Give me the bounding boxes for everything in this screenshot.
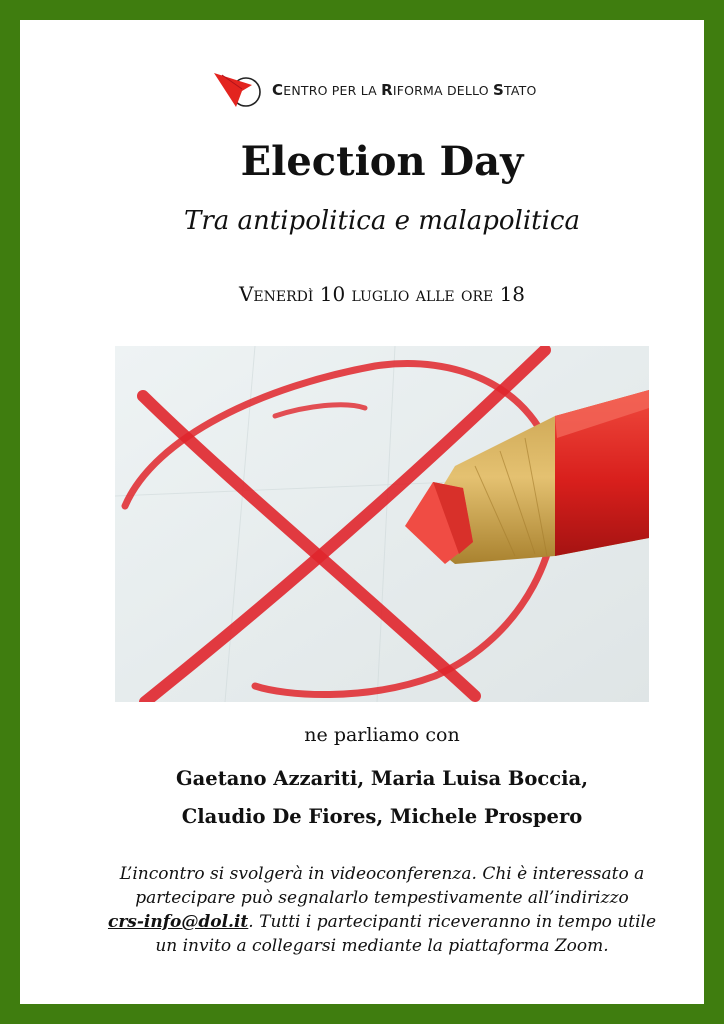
speakers-line-1: Gaetano Azzariti, Maria Luisa Boccia,	[176, 767, 588, 790]
event-photo	[115, 346, 649, 702]
ballot-mark-logo-icon	[212, 67, 266, 113]
event-title: Election Day	[240, 138, 524, 185]
red-pencil-ballot-cross-image	[115, 346, 649, 702]
info-line-2: partecipare può segnalarlo tempestivamente all’indirizzo	[135, 888, 629, 908]
info-line-3: crs-info@dol.it. Tutti i partecipanti riceveranno in tempo utile	[107, 912, 657, 932]
organization-logo	[212, 66, 552, 114]
event-date: Venerdì 10 luglio alle ore 18	[238, 282, 526, 306]
event-info	[80, 862, 684, 958]
info-line-1: L’incontro si svolgerà in videoconferenza. Chi è interessato a	[119, 864, 645, 884]
event-subtitle: Tra antipolitica e malapolitica	[184, 206, 580, 236]
speakers-line-2: Claudio De Fiores, Michele Prospero	[181, 805, 583, 828]
organization-name: CENTRO PER LA RIFORMA DELLO STATO	[272, 81, 537, 99]
speakers-list	[40, 760, 724, 836]
info-line-4: un invito a collegarsi mediante la piattaforma Zoom.	[155, 936, 609, 956]
speakers-intro: ne parliamo con	[304, 724, 460, 746]
contact-email-link[interactable]: crs-info@dol.it	[107, 912, 249, 932]
